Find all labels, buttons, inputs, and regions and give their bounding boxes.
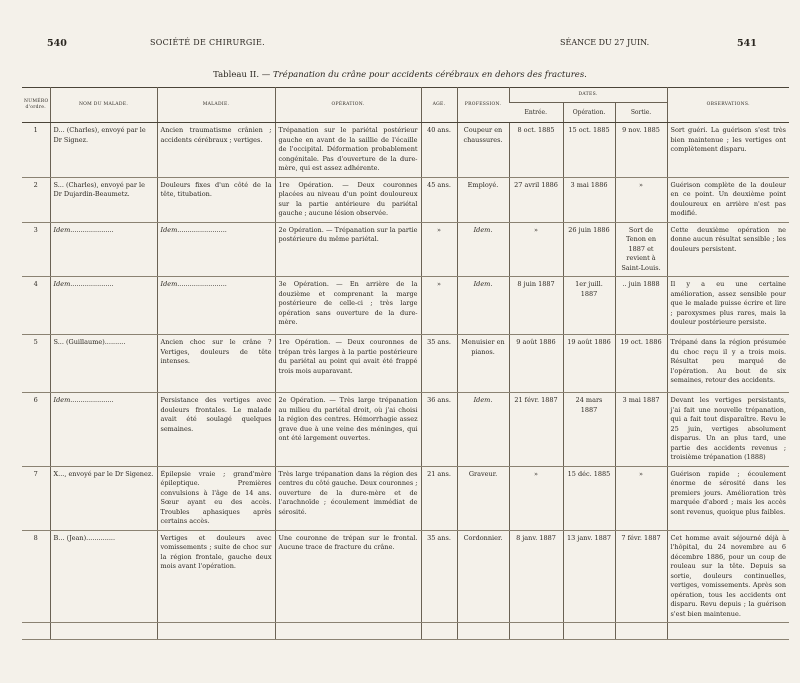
cell-entry: 27 avril 1886: [509, 177, 563, 222]
cell-name: S... (Charles), envoyé par le Dr Dujardin-Beaumetz.: [50, 177, 157, 222]
cell-age: 40 ans.: [421, 123, 457, 178]
cell-op-date: 15 oct. 1885: [563, 123, 615, 178]
table-row: [22, 530, 789, 623]
cell-exit: Sort de Tenon en 1887 et revient à Saint-Louis.: [615, 222, 667, 277]
cell-profession: Idem.: [457, 393, 509, 467]
cell-disease: Ancien choc sur le crâne ? Vertiges, douleurs de tête intenses.: [157, 335, 275, 393]
cell-observations: Guérison complète de la douleur en ce point. Un deuxième point douloureux en arrière n'est pas modifié.: [667, 177, 789, 222]
cell-age: 35 ans.: [421, 335, 457, 393]
cell-entry: 8 oct. 1885: [509, 123, 563, 178]
col-op-date: Opération.: [563, 103, 615, 123]
cell-disease: Douleurs fixes d'un côté de la tête, titubation.: [157, 177, 275, 222]
cell-num: 5: [22, 335, 50, 393]
cell-observations: Sort guéri. La guérison s'est très bien maintenue ; les vertiges ont complètement disparu.: [667, 123, 789, 178]
cell-name: X..., envoyé par le Dr Sigenez.: [50, 466, 157, 530]
cell-age: 21 ans.: [421, 466, 457, 530]
cell-profession: Employé.: [457, 177, 509, 222]
cell-num: 3: [22, 222, 50, 277]
cell-entry: »: [509, 466, 563, 530]
cell-num: 2: [22, 177, 50, 222]
cell-op-date: 3 mai 1886: [563, 177, 615, 222]
cell-observations: Devant les vertiges persistants, j'ai fait une nouvelle trépanation, qui a fait tout disparaître. Revu le 25 juin, vertiges absolument disparus. Un an plus tard, une partie des accidents revenus ; troisième trépanation (1888): [667, 393, 789, 467]
cell-disease: Ancien traumatisme crânien ; accidents cérébraux ; vertiges.: [157, 123, 275, 178]
col-dates-group: DATES.: [509, 88, 667, 103]
running-header: [0, 38, 800, 52]
table-caption: [0, 70, 800, 80]
cell-profession: Graveur.: [457, 466, 509, 530]
table-row: [22, 335, 789, 393]
cell-op-date: 24 mars 1887: [563, 393, 615, 467]
cell-disease: Idem........................: [157, 277, 275, 335]
cell-age: 45 ans.: [421, 177, 457, 222]
cell-entry: »: [509, 222, 563, 277]
cell-name: S... (Guillaume)..........: [50, 335, 157, 393]
cell-observations: Trépané dans la région présumée du choc reçu il y a trois mois. Résultat peu marqué de l'opération. Au bout de six semaines, retour des accidents.: [667, 335, 789, 393]
cell-operation: 2e Opération. — Trépanation sur la partie postérieure du même pariétal.: [275, 222, 421, 277]
cell-exit: .. juin 1888: [615, 277, 667, 335]
cell-num: 1: [22, 123, 50, 178]
cell-name: B... (Jean)..............: [50, 530, 157, 623]
cell-op-date: 26 juin 1886: [563, 222, 615, 277]
table-row: [22, 222, 789, 277]
cell-entry: 8 janv. 1887: [509, 530, 563, 623]
cell-profession: Idem.: [457, 222, 509, 277]
cell-age: 36 ans.: [421, 393, 457, 467]
cell-exit: 9 nov. 1885: [615, 123, 667, 178]
cell-observations: Il y a eu une certaine amélioration, assez sensible pour que le malade puisse écrire et lire ; paroxysmes plus rares, mais la douleur postérieure persiste.: [667, 277, 789, 335]
table-row: [22, 393, 789, 467]
cell-disease: Idem........................: [157, 222, 275, 277]
cell-operation: 1re Opération. — Deux couronnes de trépan très larges à la partie postérieure du pariétal au point qui avait été frappé trois mois auparavant.: [275, 335, 421, 393]
cell-exit: 19 oct. 1886: [615, 335, 667, 393]
cell-exit: »: [615, 466, 667, 530]
cell-entry: 21 févr. 1887: [509, 393, 563, 467]
cell-operation: 3e Opération. — En arrière de la douzième et comprenant la marge postérieure de celle-ci ; très large opération sans ouverture de la dure-mère.: [275, 277, 421, 335]
cell-name: D... (Charles), envoyé par le Dr Signez.: [50, 123, 157, 178]
session-date: SÉANCE DU 27 JUIN.: [560, 38, 650, 47]
cell-entry: 8 juin 1887: [509, 277, 563, 335]
table-row: [22, 177, 789, 222]
table-row-empty: [22, 623, 789, 640]
cell-op-date: 19 août 1886: [563, 335, 615, 393]
cell-operation: 1re Opération. — Deux couronnes placées au niveau d'un point douloureux sur la partie antérieure du pariétal gauche ; aucune lésion observée.: [275, 177, 421, 222]
col-num: NUMÉRO d'ordre.: [22, 88, 50, 123]
cell-op-date: 13 janv. 1887: [563, 530, 615, 623]
cell-disease: Persistance des vertiges avec douleurs frontales. Le malade avait été soulagé quelques semaines.: [157, 393, 275, 467]
col-profession: PROFESSION.: [457, 88, 509, 123]
society-title: SOCIÉTÉ DE CHIRURGIE.: [150, 38, 265, 47]
col-observations: OBSERVATIONS.: [667, 88, 789, 123]
cell-name: Idem.....................: [50, 222, 157, 277]
col-disease: MALADIE.: [157, 88, 275, 123]
cell-profession: Menuisier en pianos.: [457, 335, 509, 393]
cell-op-date: 15 déc. 1885: [563, 466, 615, 530]
cell-exit: 3 mai 1887: [615, 393, 667, 467]
header-row: [22, 88, 789, 103]
cell-entry: 9 août 1886: [509, 335, 563, 393]
table-row: [22, 123, 789, 178]
cell-disease: Épilepsie vraie ; grand'mère épileptique. Premières convulsions à l'âge de 14 ans. Sœur ayant eu des accès. Troubles aphasiques après certains accès.: [157, 466, 275, 530]
cell-operation: Très large trépanation dans la région des centres du côté gauche. Deux couronnes ; ouverture de la dure-mère et de l'arachnoïde ; écoulement immédiat de sérosité.: [275, 466, 421, 530]
caption-title: Trépanation du crâne pour accidents cérébraux en dehors des fractures.: [272, 70, 587, 80]
cell-operation: 2e Opération. — Très large trépanation au milieu du pariétal droit, où j'ai choisi la région des centres. Hémorrhagie assez grave due à une veine des méninges, qui ont été largement ouvertes.: [275, 393, 421, 467]
cell-profession: Coupeur en chaussures.: [457, 123, 509, 178]
cell-num: 4: [22, 277, 50, 335]
cell-age: »: [421, 222, 457, 277]
col-entry: Entrée.: [509, 103, 563, 123]
cell-name: Idem.....................: [50, 277, 157, 335]
col-operation: OPÉRATION.: [275, 88, 421, 123]
cell-observations: Cette deuxième opération ne donne aucun résultat sensible ; les douleurs persistent.: [667, 222, 789, 277]
cell-profession: Idem.: [457, 277, 509, 335]
trepanation-table: [22, 87, 789, 640]
page-number-left: 540: [47, 38, 67, 49]
cell-num: 7: [22, 466, 50, 530]
table-row: [22, 277, 789, 335]
cell-age: 35 ans.: [421, 530, 457, 623]
cell-num: 8: [22, 530, 50, 623]
cell-exit: 7 févr. 1887: [615, 530, 667, 623]
cell-op-date: 1er juill. 1887: [563, 277, 615, 335]
cell-profession: Cordonnier.: [457, 530, 509, 623]
col-name: NOM DU MALADE.: [50, 88, 157, 123]
caption-prefix: Tableau II. —: [213, 70, 271, 80]
cell-observations: Guérison rapide ; écoulement énorme de sérosité dans les premiers jours. Amélioration très marquée d'abord ; mais les accès sont revenus, quoique plus faibles.: [667, 466, 789, 530]
cell-name: Idem.....................: [50, 393, 157, 467]
cell-observations: Cet homme avait séjourné déjà à l'hôpital, du 24 novembre au 6 décembre 1886, pour un coup de rouleau sur la tête. Depuis sa sortie, douleurs continuelles, vertiges, vomissements. Après son opération, tous les accidents ont disparu. Revu depuis ; la guérison s'est bien maintenue.: [667, 530, 789, 623]
cell-disease: Vertiges et douleurs avec vomissements ; suite de choc sur la région frontale, gauche deux mois avant l'opération.: [157, 530, 275, 623]
table-row: [22, 466, 789, 530]
cell-exit: »: [615, 177, 667, 222]
col-age: AGE.: [421, 88, 457, 123]
cell-num: 6: [22, 393, 50, 467]
cell-operation: Une couronne de trépan sur le frontal. Aucune trace de fracture du crâne.: [275, 530, 421, 623]
page-number-right: 541: [737, 38, 757, 49]
cell-age: »: [421, 277, 457, 335]
col-exit: Sortie.: [615, 103, 667, 123]
cell-operation: Trépanation sur le pariétal postérieur gauche en avant de la saillie de l'écaille de l'occipital. Déformation probablement congénitale. Pas d'ouverture de la dure-mère, qui est assez adhérente.: [275, 123, 421, 178]
